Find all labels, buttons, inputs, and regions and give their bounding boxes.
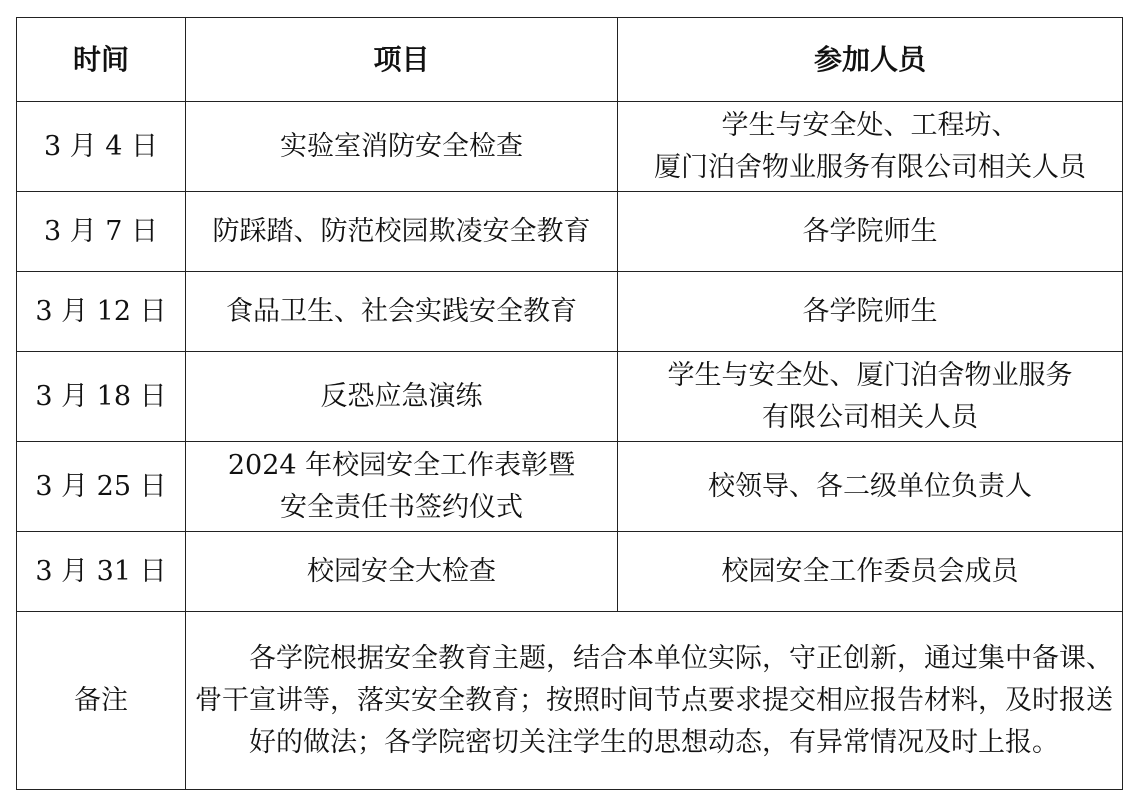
table-row xyxy=(17,352,1123,442)
participants-cell xyxy=(618,442,1123,532)
remark-row xyxy=(17,612,1123,790)
header-row xyxy=(17,18,1123,102)
participants-cell xyxy=(618,102,1123,192)
participants-line: 校领导、各二级单位负责人 xyxy=(708,470,1032,502)
header-time: 时间 xyxy=(17,18,186,102)
participants-line: 各学院师生 xyxy=(802,295,938,327)
participants-line: 学生与安全处、工程坊、 xyxy=(721,109,1019,141)
participants-line: 厦门泊舍物业服务有限公司相关人员 xyxy=(654,151,1086,183)
table-row xyxy=(17,532,1123,612)
item-cell xyxy=(186,192,618,272)
item-line: 食品卫生、社会实践安全教育 xyxy=(226,295,577,327)
table-row xyxy=(17,192,1123,272)
item-cell xyxy=(186,352,618,442)
date-cell: 3 月 12 日 xyxy=(17,272,186,352)
date-cell: 3 月 18 日 xyxy=(17,352,186,442)
schedule-table xyxy=(16,17,1123,790)
date-cell: 3 月 7 日 xyxy=(17,192,186,272)
item-line: 安全责任书签约仪式 xyxy=(280,491,523,523)
item-cell xyxy=(186,102,618,192)
header-item: 项目 xyxy=(186,18,618,102)
item-line: 校园安全大检查 xyxy=(307,555,496,587)
item-line: 反恐应急演练 xyxy=(320,380,483,412)
table-row xyxy=(17,272,1123,352)
item-cell xyxy=(186,272,618,352)
item-cell xyxy=(186,442,618,532)
item-cell xyxy=(186,532,618,612)
table-row xyxy=(17,102,1123,192)
participants-cell xyxy=(618,532,1123,612)
item-line: 防踩踏、防范校园欺凌安全教育 xyxy=(212,215,591,247)
date-cell: 3 月 25 日 xyxy=(17,442,186,532)
remark-text: 各学院根据安全教育主题，结合本单位实际，守正创新，通过集中备课、骨干宣讲等，落实安全教育；按照时间节点要求提交相应报告材料，及时报送好的做法；各学院密切关注学生的思想动态，有异常情况及时上报。 xyxy=(186,612,1123,790)
participants-cell xyxy=(618,272,1123,352)
participants-line: 有限公司相关人员 xyxy=(762,401,978,433)
date-cell: 3 月 31 日 xyxy=(17,532,186,612)
table-row xyxy=(17,442,1123,532)
header-participants: 参加人员 xyxy=(618,18,1123,102)
participants-cell xyxy=(618,352,1123,442)
item-line: 2024 年校园安全工作表彰暨 xyxy=(227,449,576,481)
item-line: 实验室消防安全检查 xyxy=(280,130,523,162)
remark-label: 备注 xyxy=(17,612,186,790)
date-cell: 3 月 4 日 xyxy=(17,102,186,192)
participants-cell xyxy=(618,192,1123,272)
participants-line: 校园安全工作委员会成员 xyxy=(721,555,1019,587)
participants-line: 各学院师生 xyxy=(802,215,938,247)
participants-line: 学生与安全处、厦门泊舍物业服务 xyxy=(667,359,1073,391)
